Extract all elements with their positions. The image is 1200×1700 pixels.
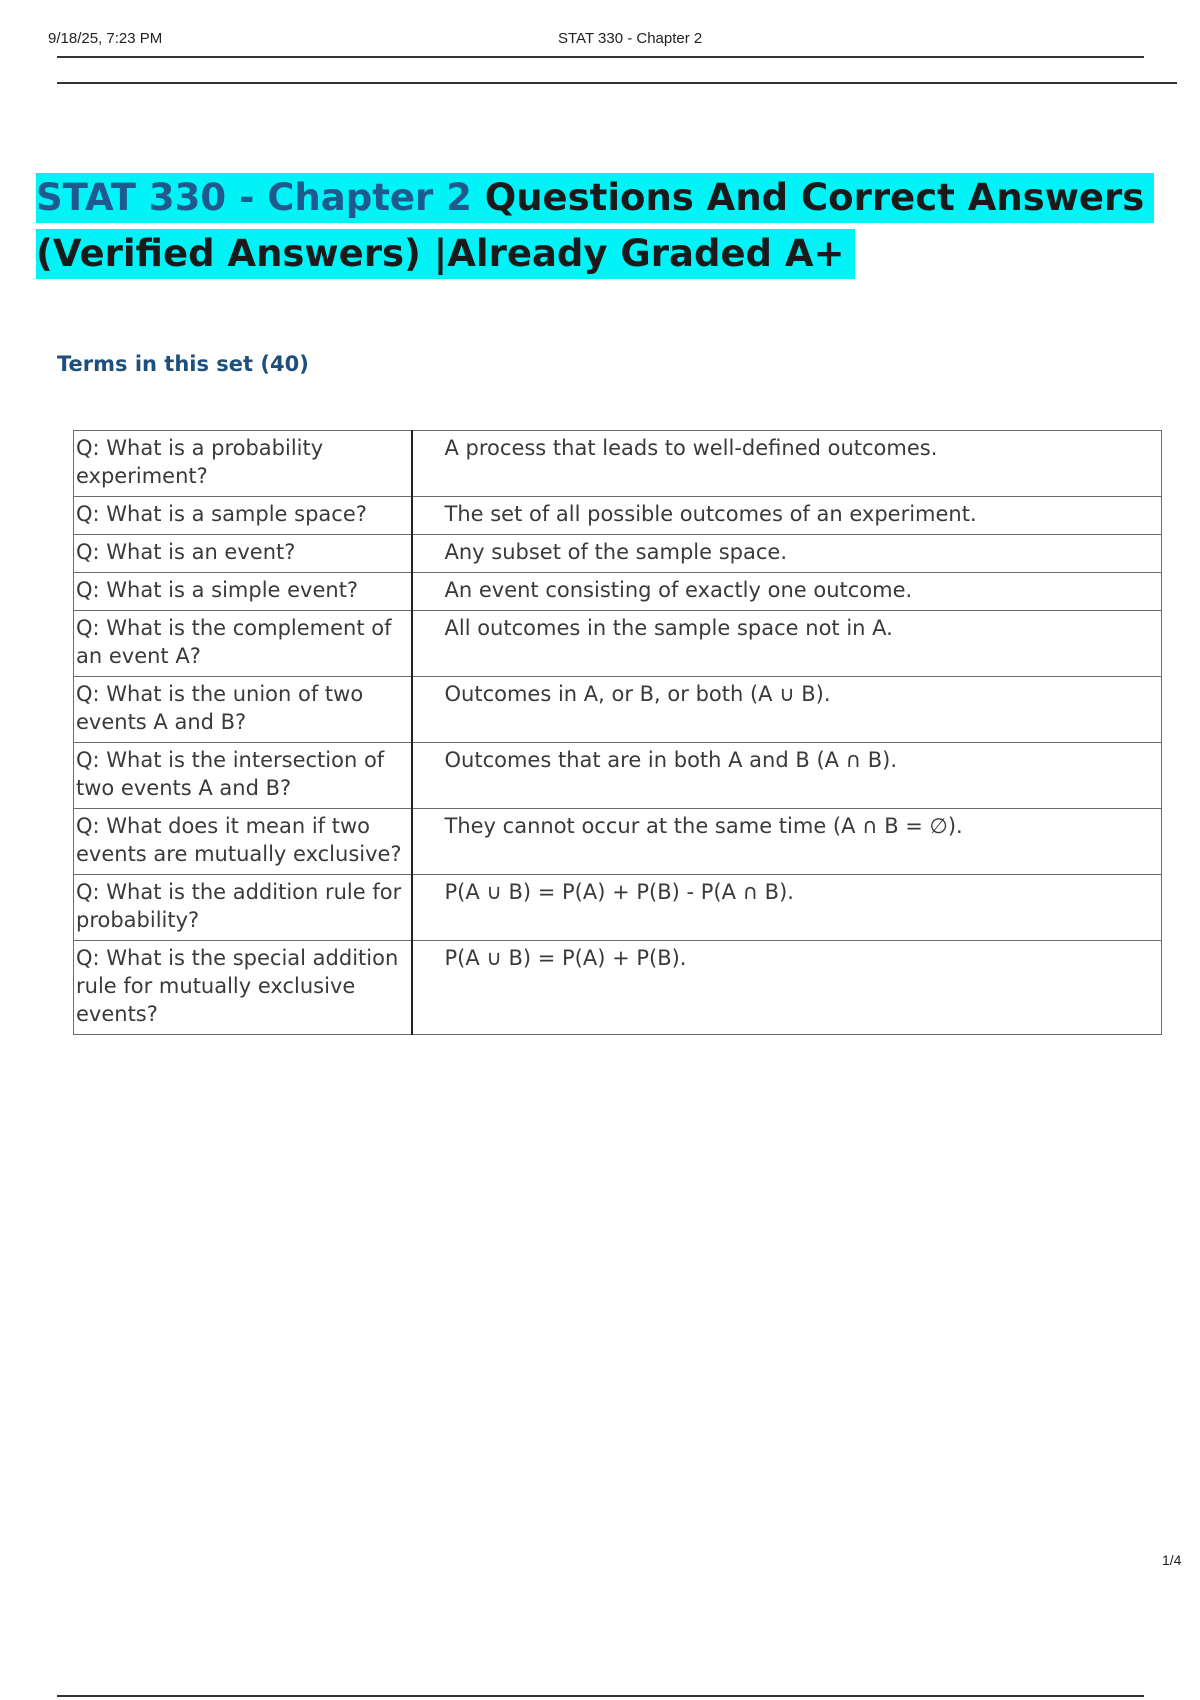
header-divider-secondary <box>57 82 1177 84</box>
term-question: Q: What is a simple event? <box>74 573 412 611</box>
term-question: Q: What is a sample space? <box>74 497 412 535</box>
print-header <box>48 26 1144 50</box>
term-answer: P(A ∪ B) = P(A) + P(B) - P(A ∩ B). <box>412 875 1162 941</box>
term-question: Q: What is the intersection of two events A and B? <box>74 743 412 809</box>
term-answer: P(A ∪ B) = P(A) + P(B). <box>412 941 1162 1035</box>
term-question: Q: What is the union of two events A and B? <box>74 677 412 743</box>
term-row <box>74 535 1162 573</box>
document-title-course: STAT 330 - Chapter 2 <box>36 176 472 219</box>
term-row <box>74 677 1162 743</box>
term-row <box>74 809 1162 875</box>
term-answer: They cannot occur at the same time (A ∩ B = ∅). <box>412 809 1162 875</box>
document-title-rest: Questions And Correct Answers <box>471 176 1145 219</box>
term-answer: The set of all possible outcomes of an experiment. <box>412 497 1162 535</box>
document-title <box>36 170 1156 282</box>
term-answer: Outcomes in A, or B, or both (A ∪ B). <box>412 677 1162 743</box>
term-row <box>74 875 1162 941</box>
term-question: Q: What is the addition rule for probability? <box>74 875 412 941</box>
term-answer: An event consisting of exactly one outcome. <box>412 573 1162 611</box>
document-title-line2: (Verified Answers) |Already Graded A+ <box>36 232 845 275</box>
term-question: Q: What is the complement of an event A? <box>74 611 412 677</box>
print-page-title: STAT 330 - Chapter 2 <box>558 30 703 47</box>
term-row <box>74 941 1162 1035</box>
term-question: Q: What is the special addition rule for mutually exclusive events? <box>74 941 412 1035</box>
term-question: Q: What is an event? <box>74 535 412 573</box>
term-row <box>74 743 1162 809</box>
terms-heading: Terms in this set (40) <box>57 352 309 376</box>
term-question: Q: What is a probability experiment? <box>74 431 412 497</box>
term-answer: Any subset of the sample space. <box>412 535 1162 573</box>
print-datetime: 9/18/25, 7:23 PM <box>48 30 163 47</box>
term-row <box>74 431 1162 497</box>
terms-table <box>73 430 1162 1035</box>
term-row <box>74 573 1162 611</box>
header-divider <box>57 56 1144 58</box>
term-answer: Outcomes that are in both A and B (A ∩ B). <box>412 743 1162 809</box>
term-answer: A process that leads to well-defined outcomes. <box>412 431 1162 497</box>
term-question: Q: What does it mean if two events are mutually exclusive? <box>74 809 412 875</box>
term-answer: All outcomes in the sample space not in A. <box>412 611 1162 677</box>
term-row <box>74 497 1162 535</box>
term-row <box>74 611 1162 677</box>
footer-divider <box>57 1695 1144 1697</box>
page-number: 1/4 <box>1162 1552 1182 1568</box>
